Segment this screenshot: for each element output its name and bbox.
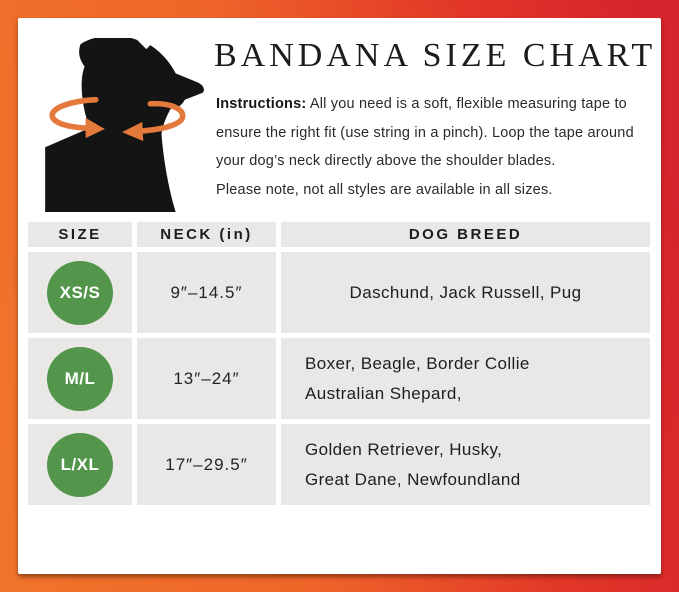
- table-row-3-breed-cell: [281, 424, 650, 505]
- table-row-3-neck-cell: 17″–29.5″: [137, 424, 276, 505]
- content-panel: [18, 18, 661, 574]
- table-row-2-breed-cell: [281, 338, 650, 419]
- instructions-label: Instructions:: [216, 96, 307, 112]
- table-row-3-size-cell: [28, 424, 132, 505]
- breed-line: Daschund, Jack Russell, Pug: [349, 282, 582, 302]
- table-row-2-neck-cell: 13″–24″: [137, 338, 276, 419]
- breed-line: Boxer, Beagle, Border Collie: [305, 353, 530, 373]
- breed-line: Golden Retriever, Husky,: [305, 439, 503, 459]
- size-table: [28, 222, 650, 505]
- table-row-1-size-cell: [28, 252, 132, 333]
- breed-line: Great Dane, Newfoundland: [305, 469, 521, 489]
- table-row-1-breed-cell: [281, 252, 650, 333]
- breed-line: Australian Shepard,: [305, 383, 462, 403]
- header-dog-breed: DOG BREED: [281, 222, 650, 247]
- instructions-block: [216, 90, 664, 204]
- header-size: SIZE: [28, 222, 132, 247]
- instructions-note: Please note, not all styles are available in all sizes.: [216, 181, 553, 198]
- header-neck: NECK (in): [137, 222, 276, 247]
- table-row-2-size-cell: [28, 338, 132, 419]
- page-title: BANDANA SIZE CHART: [214, 37, 657, 74]
- instructions-text: All you need is a soft, flexible measuring tape to ensure the right fit (use string in a pinch). Loop the tape around your dog’s neck directly above the shoulder blades.: [216, 96, 634, 169]
- dog-measurement-illustration: [33, 38, 205, 212]
- size-badge-m-l: M/L: [47, 347, 113, 411]
- size-badge-l-xl: L/XL: [47, 433, 113, 497]
- size-badge-xs-s: XS/S: [47, 261, 113, 325]
- table-row-1-neck-cell: 9″–14.5″: [137, 252, 276, 333]
